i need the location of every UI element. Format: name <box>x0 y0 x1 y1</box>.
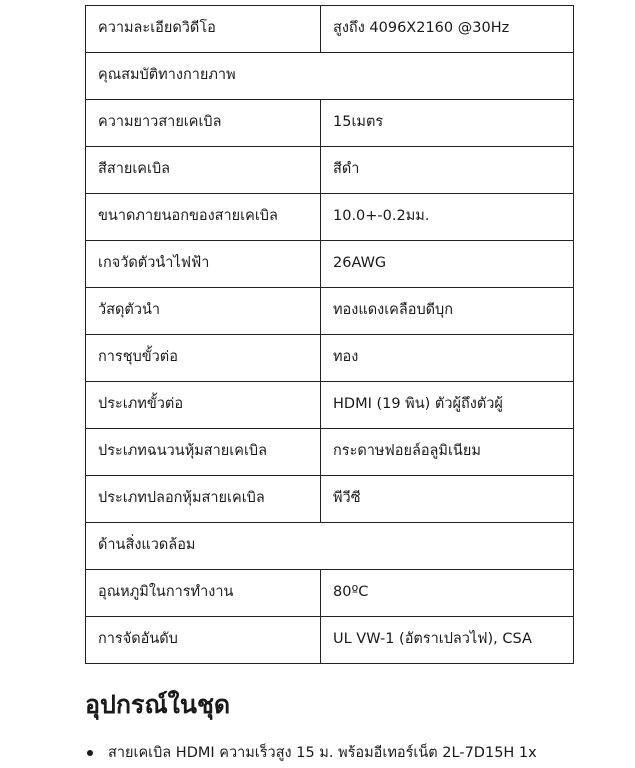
spec-row <box>86 194 574 241</box>
spec-value: สีดำ <box>321 147 574 194</box>
spec-label: การจัดอันดับ <box>86 617 321 664</box>
spec-value: พีวีซี <box>321 476 574 523</box>
spec-section-row <box>86 523 574 570</box>
spec-label: การชุบขั้วต่อ <box>86 335 321 382</box>
spec-value: 26AWG <box>321 241 574 288</box>
spec-label: ความยาวสายเคเบิล <box>86 100 321 147</box>
spec-row <box>86 382 574 429</box>
spec-section-heading: คุณสมบัติทางกายภาพ <box>86 53 574 100</box>
list-item <box>85 741 615 765</box>
spec-value: สูงถึง 4096X2160 @30Hz <box>321 6 574 53</box>
spec-label: อุณหภูมิในการทำงาน <box>86 570 321 617</box>
spec-value: 80ºC <box>321 570 574 617</box>
spec-row <box>86 570 574 617</box>
spec-value: HDMI (19 พิน) ตัวผู้ถึงตัวผู้ <box>321 382 574 429</box>
spec-label: เกจวัดตัวนำไฟฟ้า <box>86 241 321 288</box>
spec-value: 15เมตร <box>321 100 574 147</box>
spec-row <box>86 100 574 147</box>
spec-value: UL VW-1 (อัตราเปลวไฟ), CSA <box>321 617 574 664</box>
spec-label: ความละเอียดวิดีโอ <box>86 6 321 53</box>
spec-row <box>86 147 574 194</box>
spec-label: ประเภทปลอกหุ้มสายเคเบิล <box>86 476 321 523</box>
package-contents-heading: อุปกรณ์ในชุด <box>85 690 231 719</box>
spec-label: ขนาดภายนอกของสายเคเบิล <box>86 194 321 241</box>
spec-value: 10.0+-0.2มม. <box>321 194 574 241</box>
spec-table <box>85 5 574 664</box>
spec-section-heading: ด้านสิ่งแวดล้อม <box>86 523 574 570</box>
spec-row <box>86 617 574 664</box>
spec-value: ทอง <box>321 335 574 382</box>
bullet-icon <box>87 750 93 756</box>
spec-row <box>86 335 574 382</box>
spec-row <box>86 241 574 288</box>
spec-row <box>86 6 574 53</box>
spec-label: สีสายเคเบิล <box>86 147 321 194</box>
package-contents-list <box>85 741 615 765</box>
spec-value: กระดาษฟอยล์อลูมิเนียม <box>321 429 574 476</box>
spec-label: ประเภทขั้วต่อ <box>86 382 321 429</box>
spec-row <box>86 288 574 335</box>
spec-value: ทองแดงเคลือบดีบุก <box>321 288 574 335</box>
spec-label: ประเภทฉนวนหุ้มสายเคเบิล <box>86 429 321 476</box>
spec-row <box>86 476 574 523</box>
list-item-text: สายเคเบิล HDMI ความเร็วสูง 15 ม. พร้อมอีเทอร์เน็ต 2L-7D15H 1x <box>108 745 537 761</box>
spec-section-row <box>86 53 574 100</box>
spec-label: วัสดุตัวนำ <box>86 288 321 335</box>
spec-row <box>86 429 574 476</box>
